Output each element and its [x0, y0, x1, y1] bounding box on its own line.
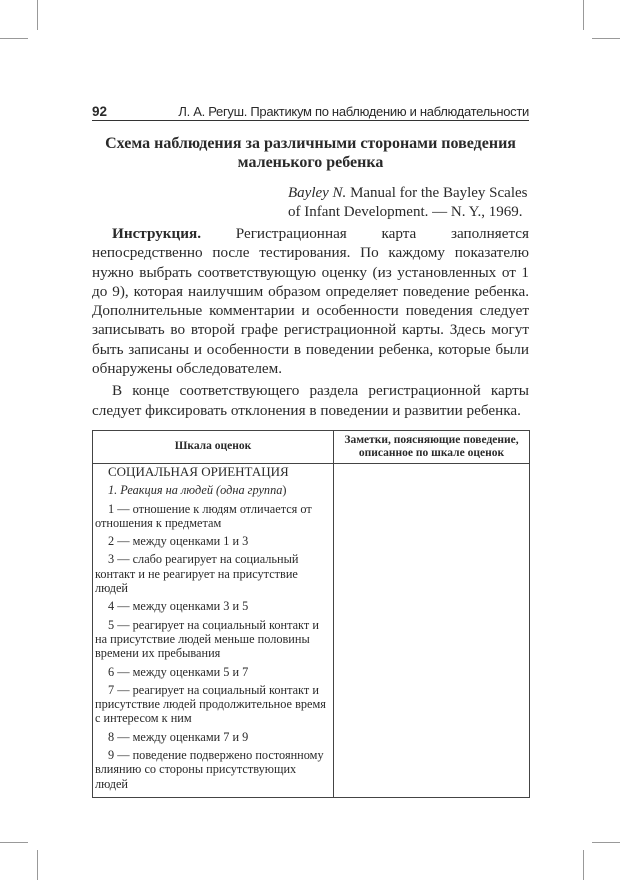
crop-mark: [592, 842, 620, 843]
rating-table: [92, 430, 530, 798]
page-content: [92, 101, 529, 798]
crop-mark: [583, 850, 584, 880]
scale-item: 3 — слабо реагирует на социальный контакт и не реагирует на присутствие людей: [95, 552, 299, 596]
title-line: Схема наблюдения за различными сторонами поведения: [105, 135, 516, 152]
column-header: Шкала оценок: [93, 430, 334, 463]
paragraph: [92, 224, 529, 378]
page-title: [92, 134, 529, 172]
scale-item: 8 — между оценками 7 и 9: [108, 729, 249, 744]
scale-cell: [93, 463, 334, 797]
column-header: Заметки, поясняющие поведение, описанное по шкале оценок: [334, 430, 530, 463]
scale-item: 6 — между оценками 5 и 7: [108, 664, 249, 679]
subsection-heading: [95, 483, 331, 497]
citation: [288, 184, 529, 222]
paragraph: В конце соответствующего раздела регистрационной карты следует фиксировать отклонения в поведении и развитии ребенка.: [92, 382, 529, 419]
crop-mark: [37, 850, 38, 880]
section-heading: СОЦИАЛЬНАЯ ОРИЕНТАЦИЯ: [108, 463, 289, 479]
crop-mark: [583, 0, 584, 30]
crop-mark: [0, 38, 28, 39]
crop-mark: [592, 38, 620, 39]
running-header: [92, 101, 529, 121]
notes-cell: [334, 463, 530, 797]
scale-item: 2 — между оценками 1 и 3: [108, 534, 249, 549]
citation-author: Bayley N.: [288, 185, 347, 201]
subsection-text: одна группа: [220, 483, 283, 498]
citation-text: of Infant Development. — N. Y., 1969.: [288, 204, 523, 220]
subsection-text: ): [282, 483, 287, 498]
running-title: Л. А. Регуш. Практикум по наблюдению и наблюдательности: [178, 104, 529, 119]
instruction-label: Инструкция.: [112, 225, 202, 242]
paragraph-text: Регистрационная карта заполняется непосредственно после тестирования. По каждому показателю нужно выбрать соответствующую оценку (из установленных от 1 до 9), которая наилучшим образом определяет поведение ребенка. Дополнительные комментарии и особенности поведения следует записывать во второй графе регистрационной карты. Здесь могут быть записаны и особенности в поведении ребенка, которые были обнаружены обследователем.: [92, 225, 529, 378]
scale-item: 7 — реагирует на социальный контакт и присутствие людей продолжительное время с интересом к ним: [95, 682, 326, 726]
title-line: маленького ребенка: [237, 154, 384, 171]
scale-item: 4 — между оценками 3 и 5: [108, 599, 249, 614]
body-text: [92, 224, 529, 420]
scale-item: 1 — отношение к людям отличается от отношения к предметам: [95, 501, 312, 530]
scale-item: 9 — поведение подвержено постоянному влиянию со стороны присутствующих людей: [95, 748, 324, 791]
page-number: 92: [92, 104, 108, 119]
scale-item: 5 — реагирует на социальный контакт и на присутствие людей меньше половины времени их пребывания: [95, 617, 319, 661]
crop-mark: [0, 842, 28, 843]
citation-text: Manual for the Bayley Scales: [346, 185, 528, 201]
crop-mark: [37, 0, 38, 30]
subsection-text: 1. Реакция на людей (: [108, 483, 221, 498]
